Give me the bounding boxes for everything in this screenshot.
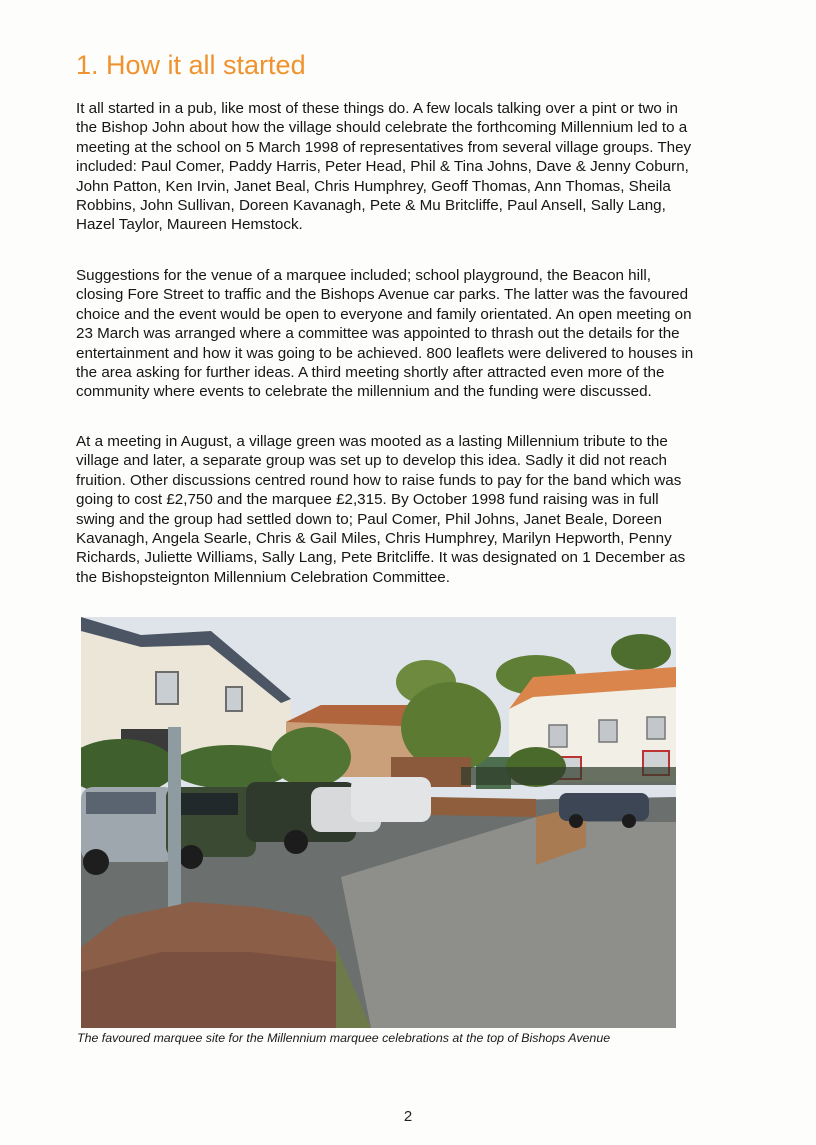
car-park-photo — [81, 617, 676, 1028]
paragraph-origins: It all started in a pub, like most of these things do. A few locals talking over a pint or two in the Bishop John about how the village should celebrate the forthcoming Millennium led to a meeting at the school on 5 March 1998 of representatives from several village groups. They included: Paul Comer, Paddy Harris, Peter Head, Phil & Tina Johns, Dave & Jenny Coburn, John Patton, Ken Irvin, Janet Beal, Chris Humphrey, Geoff Thomas, Ann Thomas, Sheila Robbins, John Sullivan, Doreen Kavanagh, Pete & Mu Britcliffe, Paul Ansell, Sally Lang, Hazel Taylor, Maureen Hemstock. — [76, 100, 692, 234]
paragraph-committee: At a meeting in August, a village green was mooted as a lasting Millennium tribute to the village and later, a separate group was set up to develop this idea. Sadly it did not reach fruition. Other discussions centred round how to raise funds to pay for the band which was going to cost £2,750 and the marquee £2,315. By October 1998 fund raising was in full swing and the group had settled down to; Paul Comer, Phil Johns, Janet Beale, Doreen Kavanagh, Angela Searle, Chris & Gail Miles, Chris Humphrey, Marilyn Hepworth, Penny Richards, Juliette Williams, Sally Lang, Pete Britcliffe. It was designated on 1 December as the Bishopsteignton Millennium Celebration Committee. — [76, 433, 686, 586]
page-number: 2 — [403, 1108, 413, 1125]
paragraph-venue: Suggestions for the venue of a marquee included; school playground, the Beacon hill, closing Fore Street to traffic and the Bishops Avenue car parks. The latter was the favoured choice and the event would be open to everyone and family orientated. An open meeting on 23 March was arranged where a committee was appointed to thrash out the details for the entertainment and how it was going to be achieved. 800 leaflets were delivered to houses in the area asking for further ideas. A third meeting shortly after attracted even more of the community where events to celebrate the millennium and the funding were discussed. — [76, 267, 694, 401]
photo-caption: The favoured marquee site for the Millennium marquee celebrations at the top of Bishops Avenue — [77, 1031, 611, 1045]
section-heading: 1. How it all started — [76, 50, 306, 80]
